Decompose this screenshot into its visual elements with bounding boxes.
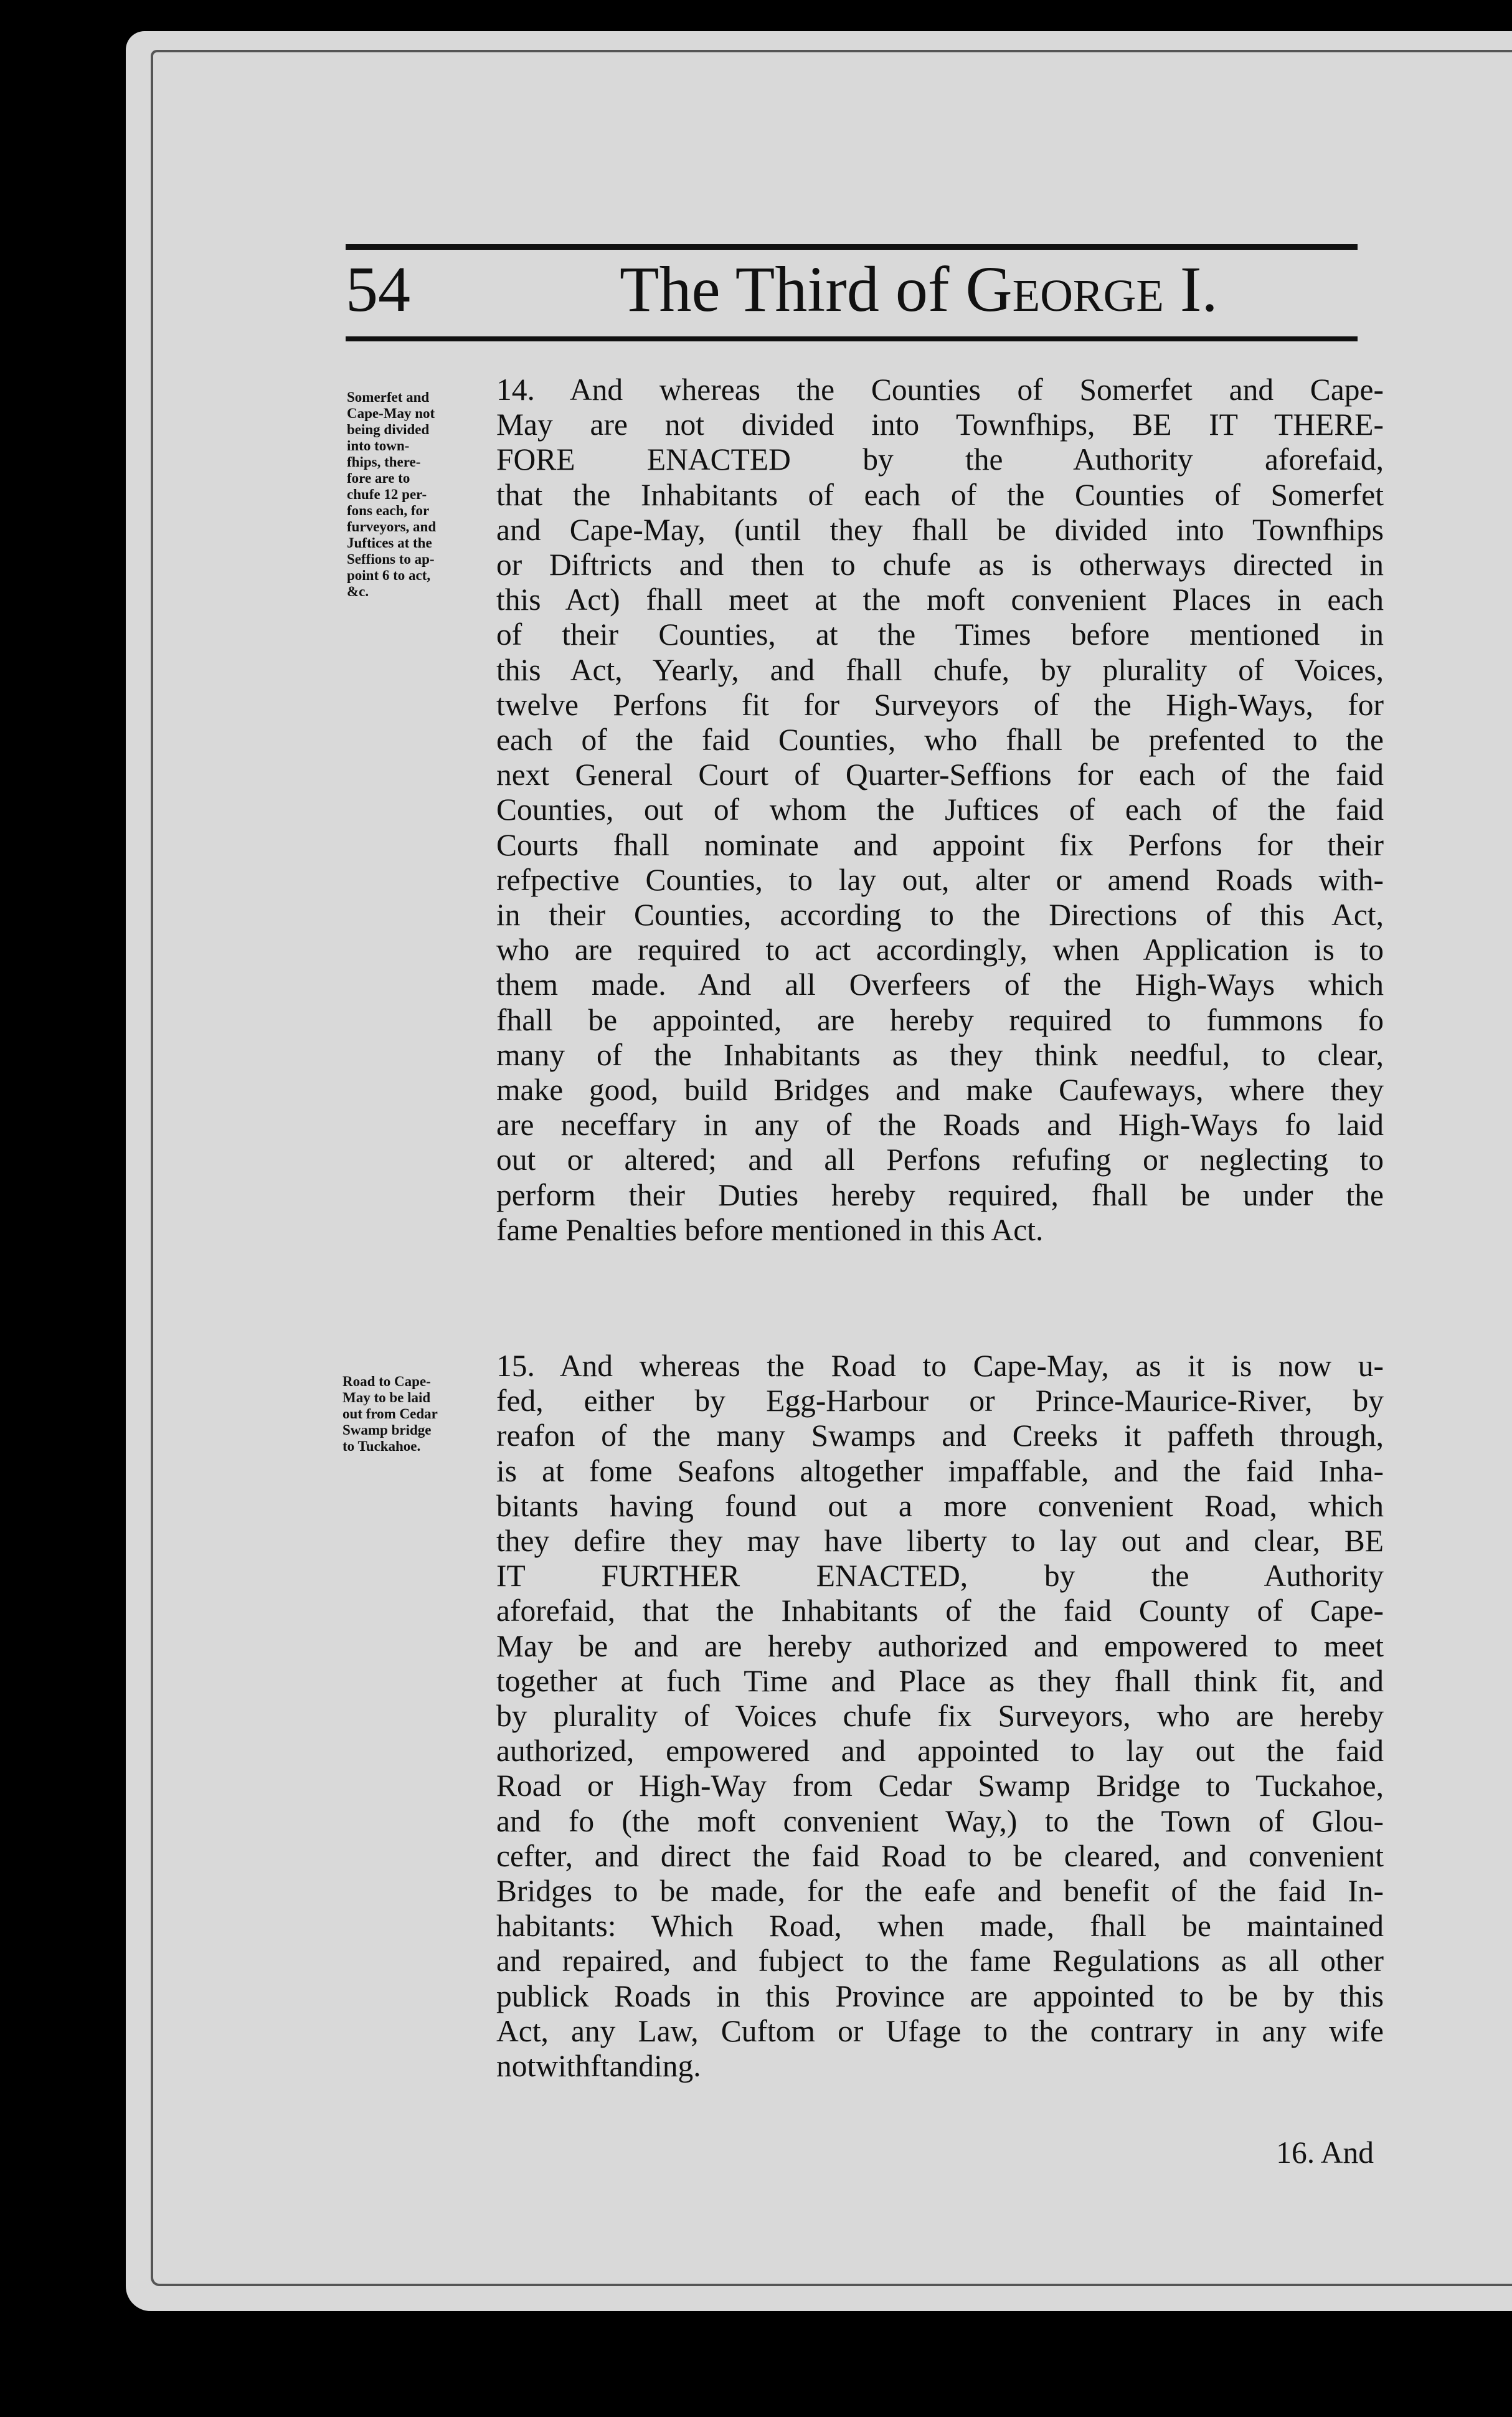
section-line: Bridges to be made, for the eafe and benefit of the faid In- xyxy=(496,1874,1384,1909)
section-line: fhall be appointed, are hereby required to fummons fo xyxy=(496,1002,1384,1037)
margin-note-line: May to be laid xyxy=(343,1390,431,1405)
margin-note-line: Swamp bridge xyxy=(343,1422,432,1438)
section-line: by plurality of Voices chufe fix Surveyors, who are hereby xyxy=(496,1699,1384,1734)
margin-note-line: to Tuckahoe. xyxy=(343,1438,421,1454)
section-line: 14. And whereas the Counties of Somerfet and Cape- xyxy=(496,373,1384,407)
section-line: twelve Perfons fit for Surveyors of the High-Ways, for xyxy=(496,687,1384,722)
section-line: together at fuch Time and Place as they fhall think fit, and xyxy=(496,1663,1384,1698)
section-line: fame Penalties before mentioned in this Act. xyxy=(496,1212,1044,1247)
page-number: 54 xyxy=(346,254,410,325)
section-line: and fo (the moft convenient Way,) to the Town of Glou- xyxy=(496,1803,1384,1838)
header-rule-bottom xyxy=(346,336,1358,341)
title-name: George xyxy=(965,254,1164,325)
section-15 xyxy=(496,1349,1384,2084)
margin-note-section-15 xyxy=(343,1374,492,1455)
margin-note-line: chufe 12 per- xyxy=(347,487,427,502)
section-line: refpective Counties, to lay out, alter or amend Roads with- xyxy=(496,862,1384,897)
title-prefix: The Third of xyxy=(620,254,950,325)
section-line: Counties, out of whom the Juftices of each of the faid xyxy=(496,792,1384,827)
title-suffix: I. xyxy=(1179,254,1218,325)
margin-note-line: &c. xyxy=(347,584,369,599)
section-line: May be and are hereby authorized and empowered to meet xyxy=(496,1628,1384,1663)
section-line: make good, build Bridges and make Caufeways, where they xyxy=(496,1073,1384,1108)
section-14 xyxy=(496,373,1384,1248)
section-line: that the Inhabitants of each of the Counties of Somerfet xyxy=(496,477,1384,512)
section-line: them made. And all Overfeers of the High-Ways which xyxy=(496,967,1384,1002)
section-line: in their Counties, according to the Directions of this Act, xyxy=(496,898,1384,933)
section-line: who are required to act accordingly, when Application is to xyxy=(496,933,1384,967)
section-line: are neceffary in any of the Roads and High-Ways fo laid xyxy=(496,1108,1384,1142)
margin-note-line: being divided xyxy=(347,422,430,437)
margin-note-line: fhips, there- xyxy=(347,454,421,470)
margin-note-section-14 xyxy=(347,389,490,600)
section-line: cefter, and direct the faid Road to be cleared, and convenient xyxy=(496,1838,1384,1873)
section-line: reafon of the many Swamps and Creeks it paffeth through, xyxy=(496,1418,1384,1453)
section-line: is at fome Seafons altogether impaffable, and the faid Inha- xyxy=(496,1453,1384,1488)
margin-note-line: Juftices at the xyxy=(347,535,432,551)
section-line: authorized, empowered and appointed to lay out the faid xyxy=(496,1734,1384,1769)
page-title xyxy=(620,249,1218,330)
catchword: 16. And xyxy=(1276,2135,1374,2170)
running-head xyxy=(346,249,1358,330)
section-line: FORE ENACTED by the Authority aforefaid, xyxy=(496,442,1384,477)
section-line: this Act) fhall meet at the moft convenient Places in each xyxy=(496,582,1384,617)
section-line: aforefaid, that the Inhabitants of the faid County of Cape- xyxy=(496,1593,1384,1628)
section-line: out or altered; and all Perfons refufing or neglecting to xyxy=(496,1142,1384,1177)
section-line: publick Roads in this Province are appointed to be by this xyxy=(496,1978,1384,2013)
margin-note-line: fore are to xyxy=(347,470,410,486)
section-line: Road or High-Way from Cedar Swamp Bridge to Tuckahoe, xyxy=(496,1769,1384,1803)
section-line: and Cape-May, (until they fhall be divided into Townfhips xyxy=(496,512,1384,547)
margin-note-line: Road to Cape- xyxy=(343,1374,431,1389)
section-line: Courts fhall nominate and appoint fix Perfons for their xyxy=(496,827,1384,862)
margin-note-line: point 6 to act, xyxy=(347,567,431,583)
section-line: each of the faid Counties, who fhall be prefented to the xyxy=(496,723,1384,757)
section-line: or Diftricts and then to chufe as is otherways directed in xyxy=(496,548,1384,582)
section-line: many of the Inhabitants as they think needful, to clear, xyxy=(496,1037,1384,1072)
margin-note-line: fons each, for xyxy=(347,503,430,518)
section-line: notwithftanding. xyxy=(496,2049,701,2084)
section-line: 15. And whereas the Road to Cape-May, as it is now u- xyxy=(496,1349,1384,1383)
section-line: habitants: Which Road, when made, fhall be maintained xyxy=(496,1909,1384,1944)
section-line: May are not divided into Townfhips, BE IT THERE- xyxy=(496,407,1384,442)
section-line: bitants having found out a more convenient Road, which xyxy=(496,1488,1384,1523)
section-line: they defire they may have liberty to lay out and clear, BE xyxy=(496,1524,1384,1559)
margin-note-line: out from Cedar xyxy=(343,1406,438,1422)
section-line: fed, either by Egg-Harbour or Prince-Maurice-River, by xyxy=(496,1384,1384,1418)
section-line: next General Court of Quarter-Seffions for each of the faid xyxy=(496,757,1384,792)
margin-note-line: into town- xyxy=(347,438,410,453)
section-line: Act, any Law, Cuftom or Ufage to the contrary in any wife xyxy=(496,2013,1384,2048)
section-line: perform their Duties hereby required, fhall be under the xyxy=(496,1177,1384,1212)
section-line: and repaired, and fubject to the fame Regulations as all other xyxy=(496,1944,1384,1978)
section-line: this Act, Yearly, and fhall chufe, by plurality of Voices, xyxy=(496,652,1384,687)
margin-note-line: furveyors, and xyxy=(347,519,437,534)
margin-note-line: Seffions to ap- xyxy=(347,551,435,567)
section-line: IT FURTHER ENACTED, by the Authority xyxy=(496,1559,1384,1593)
section-line: of their Counties, at the Times before mentioned in xyxy=(496,617,1384,652)
margin-note-line: Cape-May not xyxy=(347,406,435,421)
margin-note-line: Somerfet and xyxy=(347,389,430,405)
